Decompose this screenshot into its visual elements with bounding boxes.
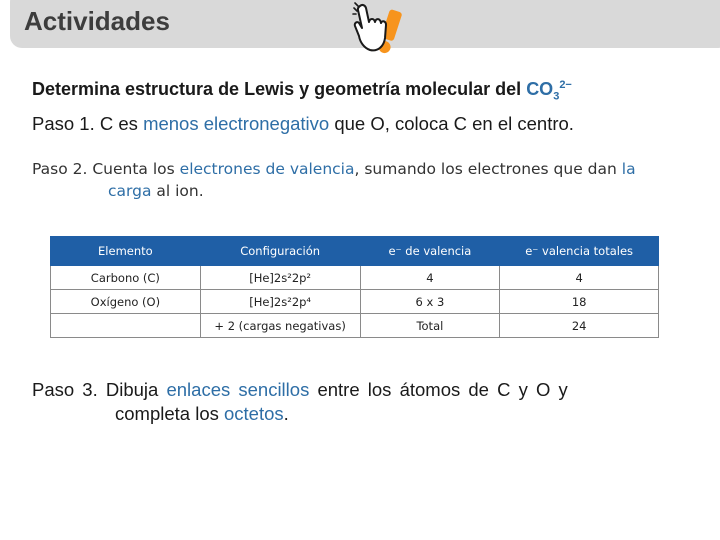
header-configuracion: Configuración: [200, 237, 360, 266]
cell: [51, 314, 201, 338]
carbonate-formula: $CO_3^{2-}$: [526, 79, 572, 103]
cell: 4: [360, 266, 500, 290]
question-text: Determina estructura de Lewis y geometría molecular del: [32, 79, 527, 99]
cell: 18: [500, 290, 659, 314]
header-valencia-totales: e⁻ valencia totales: [500, 237, 659, 266]
valence-electron-table: [50, 236, 659, 338]
question-heading: [32, 79, 572, 103]
step-3: Paso 3. Dibuja enlaces sencillos entre los átomos de C y O y completa los octetos.: [32, 379, 568, 424]
cell: Oxígeno (O): [51, 290, 201, 314]
cell: + 2 (cargas negativas): [200, 314, 360, 338]
cell: 4: [500, 266, 659, 290]
cell: [He]2s²2p²: [200, 266, 360, 290]
cell: Carbono (C): [51, 266, 201, 290]
cell: 24: [500, 314, 659, 338]
table-row: [51, 290, 659, 314]
table-header-row: [51, 237, 659, 266]
step-1: Paso 1. C es menos electronegativo que O, coloca C en el centro.: [32, 113, 574, 134]
cell: [He]2s²2p⁴: [200, 290, 360, 314]
hand-pointer-icon: [352, 2, 408, 62]
header-valencia: e⁻ de valencia: [360, 237, 500, 266]
header-elemento: Elemento: [51, 237, 201, 266]
table-row: [51, 266, 659, 290]
page-title: Actividades: [24, 6, 170, 36]
table-row: [51, 314, 659, 338]
cell: 6 x 3: [360, 290, 500, 314]
step-2: Paso 2. Cuenta los electrones de valencia, sumando los electrones que dan la carga al ion.: [32, 160, 636, 200]
cell: Total: [360, 314, 500, 338]
